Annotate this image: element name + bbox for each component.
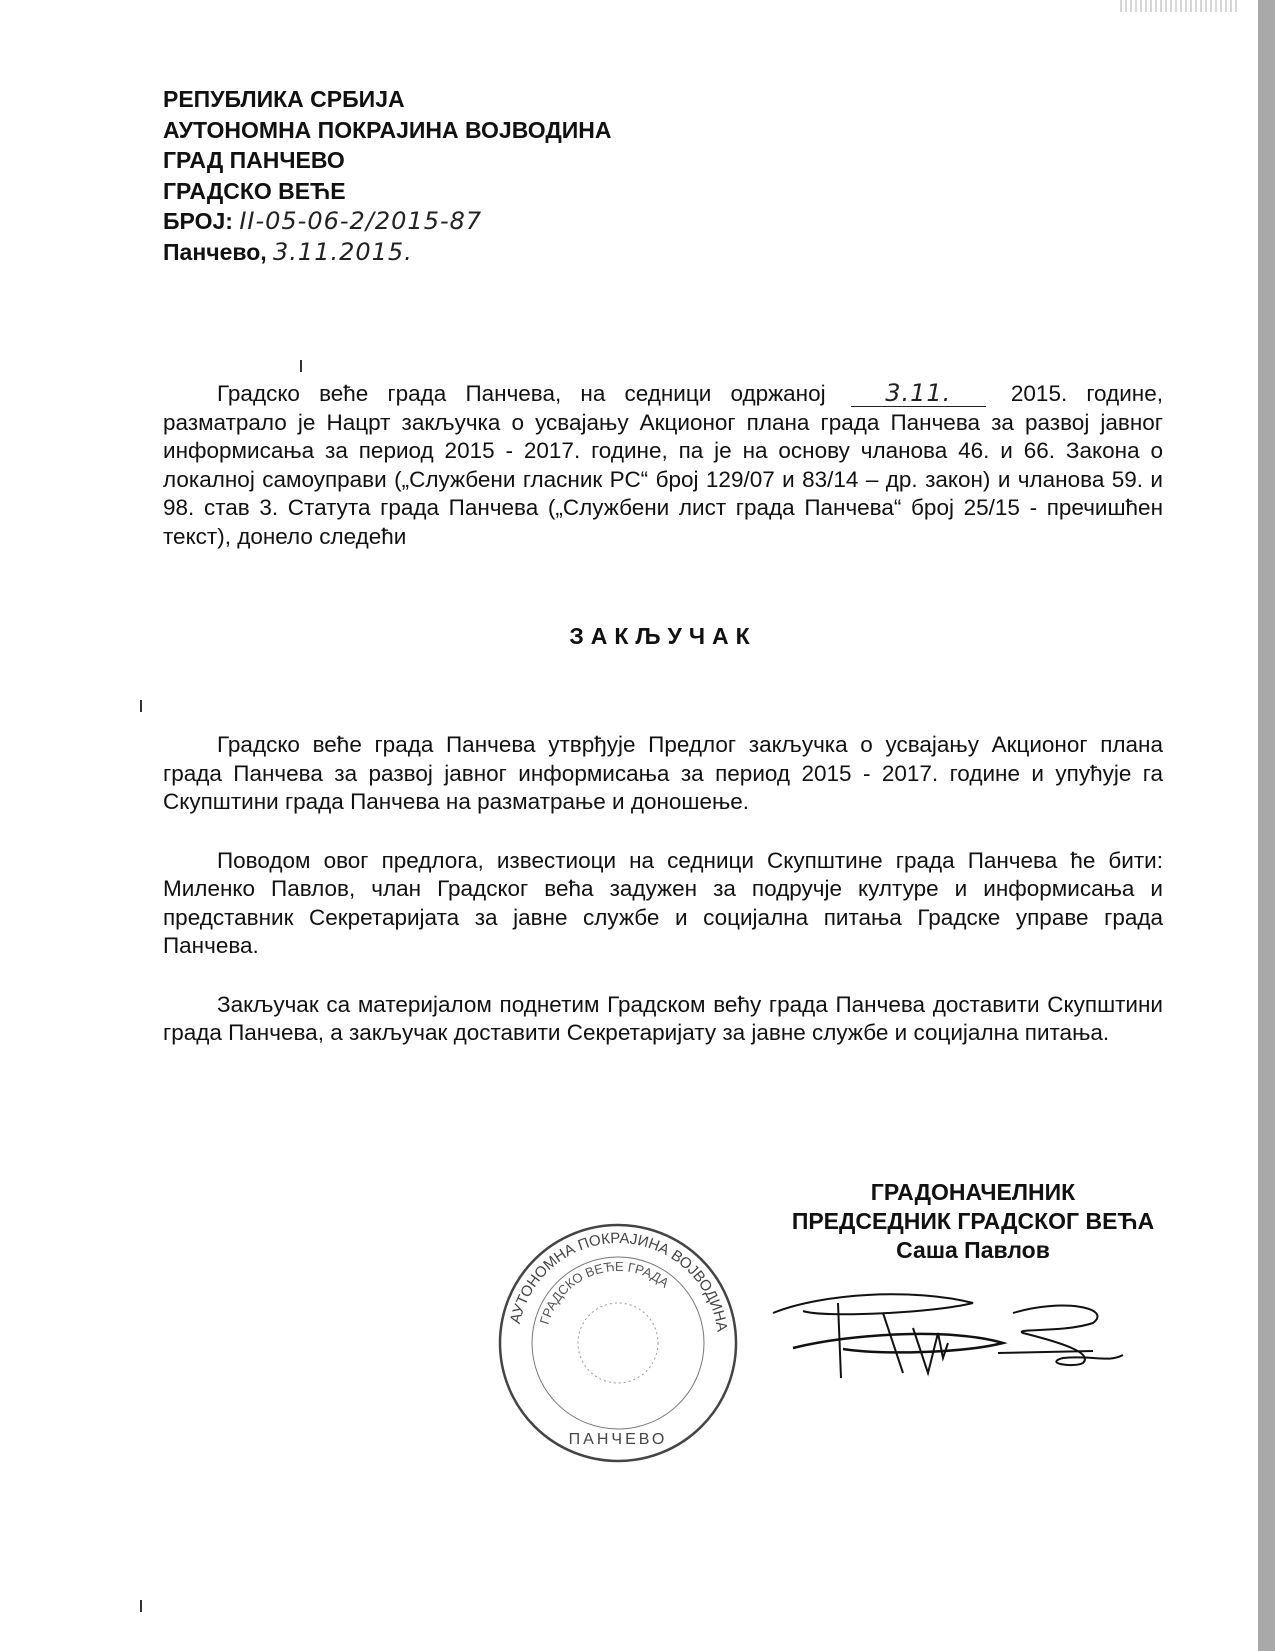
handwritten-session-date: 3.11. xyxy=(851,380,986,407)
paragraph-text: Поводом овог предлога, известиоци на седници Скупштине града Панчева ће бити: Миленко Павлов, члан Градског већа задужен за подручје културе и информисања и представник Секретаријата за јавне службе и социјална питања Градске управе града Панчева. xyxy=(163,847,1163,958)
body-paragraph xyxy=(163,847,1163,961)
intro-text-before: Градско веће града Панчева, на седници одржаној xyxy=(217,381,826,406)
header-line: РЕПУБЛИКА СРБИЈА xyxy=(163,86,405,112)
signatory-name: Саша Павлов xyxy=(896,1236,1050,1263)
number-label: БРОЈ: xyxy=(163,208,233,234)
document-header xyxy=(163,84,611,267)
intro-paragraph xyxy=(163,380,1163,551)
scan-mark xyxy=(300,360,302,372)
document-title: ЗАКЉУЧАК xyxy=(569,623,757,649)
scan-noise xyxy=(1120,0,1240,12)
signature-area xyxy=(163,1178,1163,1478)
document-body xyxy=(163,380,1163,1478)
paragraph-text: Градско веће града Панчева утврђује Предлог закључка о усвајању Акционог плана града Панчева за развој јавног информисања за период 2015 - 2017. године и упућује га Скупштини града Панчева на разматрање и доношење. xyxy=(163,732,1163,814)
header-line: ГРАДСКО ВЕЋЕ xyxy=(163,177,346,204)
scan-mark xyxy=(140,1600,142,1612)
stamp-inner-text: ГРАДСКО ВЕЋЕ ГРАДА xyxy=(536,1258,672,1326)
signatory-role: ГРАДОНАЧЕЛНИК xyxy=(870,1178,1076,1205)
place-label: Панчево, xyxy=(163,238,267,265)
handwritten-date: 3.11.2015. xyxy=(273,237,413,266)
paragraph-text: Закључак са материјалом поднетим Градском већу града Панчева доставити Скупштини града Панчева, а закључак доставити Секретаријату за јавне службе и социјална питања. xyxy=(163,991,1163,1045)
header-line: АУТОНОМНА ПОКРАЈИНА ВОЈВОДИНА xyxy=(163,116,612,143)
scan-edge xyxy=(1258,0,1275,1651)
body-paragraph xyxy=(163,731,1163,817)
stamp-bottom-text: ПАНЧЕВО xyxy=(568,1430,668,1448)
signature-block xyxy=(763,1178,1183,1265)
handwritten-signature xyxy=(763,1273,1143,1383)
signatory-role: ПРЕДСЕДНИК ГРАДСКОГ ВЕЋА xyxy=(791,1207,1155,1234)
intro-text-after: 2015. године, разматрало је Нацрт закључка о усвајању Акционог плана града Панчева за развој јавног информисања за период 2015 - 2017. године, па је на основу чланова 46. и 66. Закона о локалној самоуправи („Службени гласник РС“ број 129/07 и 83/14 – др. закон) и чланова 59. и 98. став 3. Статута града Панчева („Службени лист града Панчева“ број 25/15 - пречишћен текст), донело следећи xyxy=(163,381,1163,549)
scan-mark xyxy=(140,700,142,712)
handwritten-number: II-05-06-2/2015-87 xyxy=(239,207,483,235)
document-place-date xyxy=(163,237,611,268)
official-stamp xyxy=(493,1218,743,1468)
header-line: ГРАД ПАНЧЕВО xyxy=(163,147,345,173)
body-paragraph xyxy=(163,991,1163,1048)
stamp-outer-text: АУТОНОМНА ПОКРАЈИНА ВОЈВОДИНА xyxy=(507,1229,731,1333)
document-number xyxy=(163,206,611,237)
